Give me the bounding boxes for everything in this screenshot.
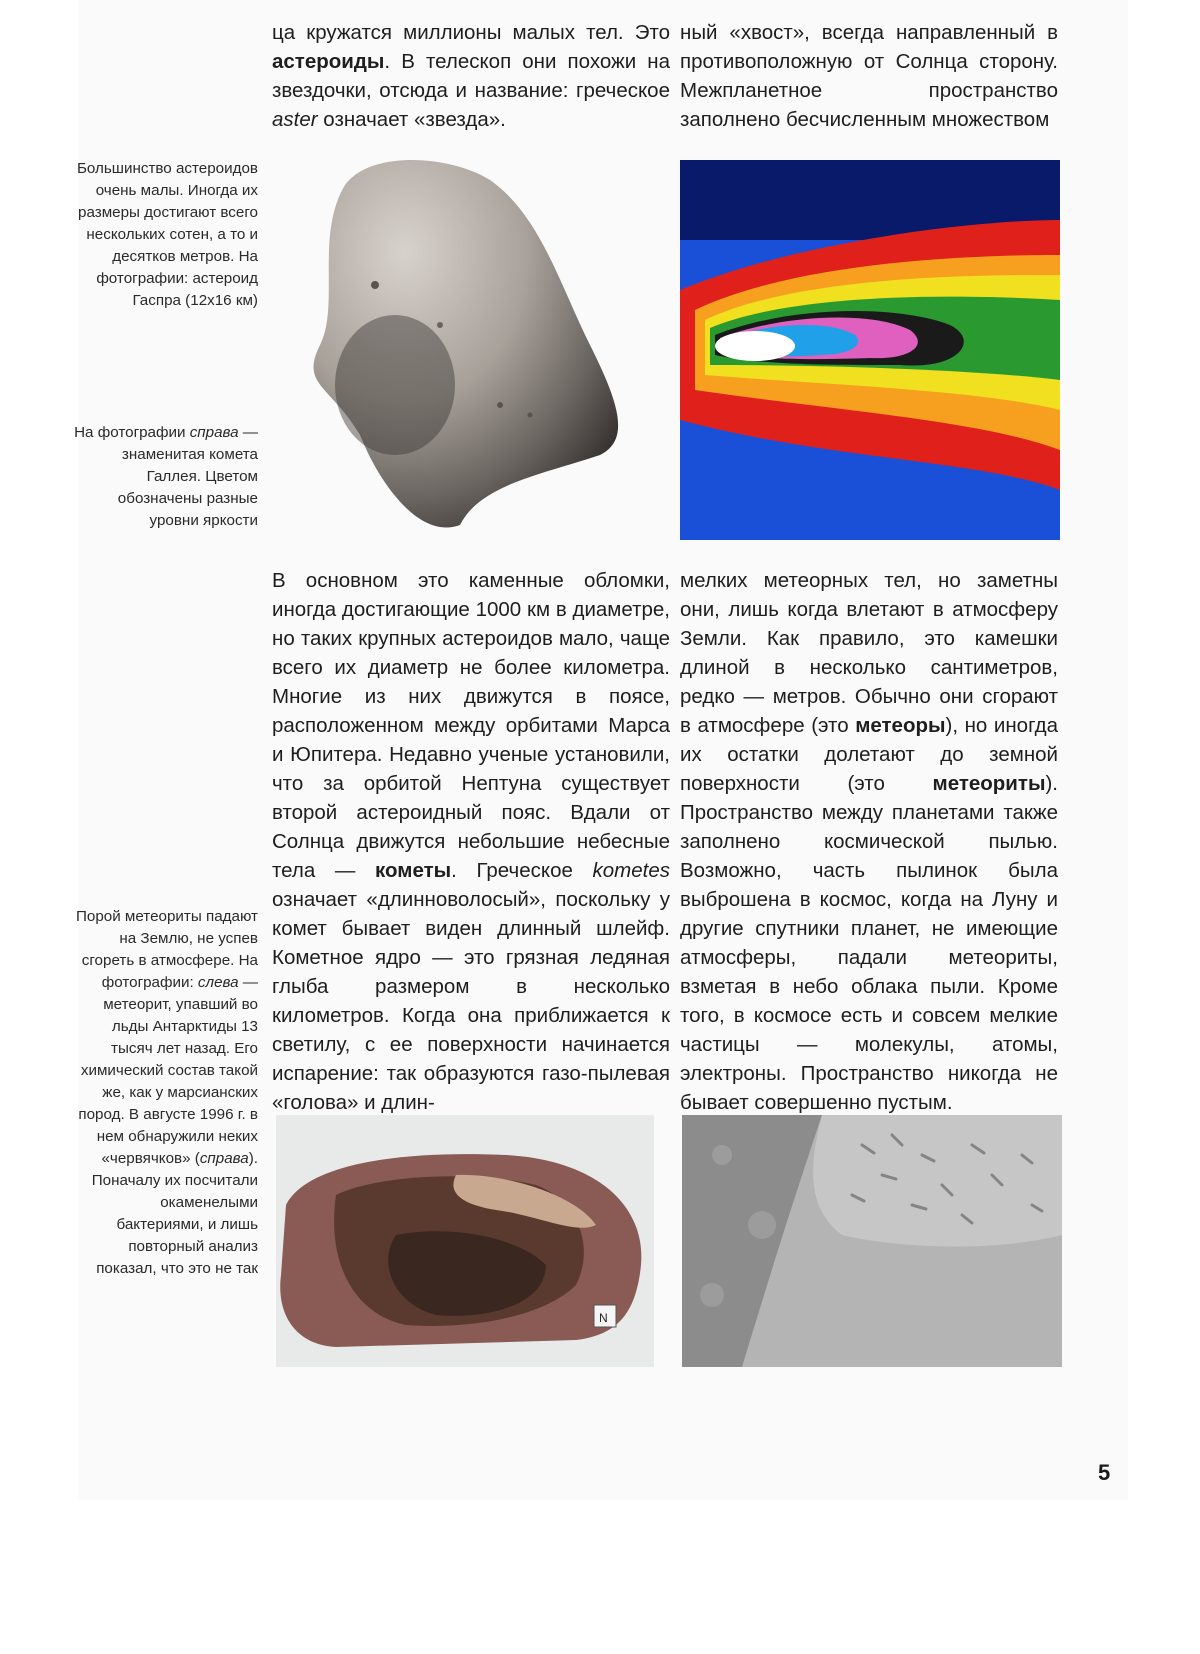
comet-halley-photo bbox=[680, 160, 1060, 540]
paragraph bbox=[680, 566, 1058, 1117]
text-run: На фотографии bbox=[74, 424, 190, 441]
text-run: мелких метеорных тел, но заметны они, лишь когда влетают в атмосферу Земли. Как правило, это камешки длиной в несколько сантиметров, редко — метров. Обычно они сгорают в атмосфере (это bbox=[680, 569, 1058, 737]
text-run: означает «звезда». bbox=[317, 108, 506, 131]
bold-term: метеориты bbox=[932, 772, 1046, 795]
paragraph bbox=[272, 18, 670, 134]
text-run: В основном это каменные обломки, иногда достигающие 1000 км в диаметре, но таких крупных астероидов мало, чаще всего их диаметр не более километра. Многие из них движутся в поясе, расположенном между орбитами Марса и Юпитера. Недавно ученые установили, что за орбитой Нептуна существует второй астероидный пояс. Вдали от Солнца движутся небольшие небесные тела — bbox=[272, 569, 670, 882]
text-run: . В телескоп они похожи на звездочки, отсюда и название: греческое bbox=[272, 50, 670, 102]
text-run: — метеорит, упавший во льды Антарктиды 13 тысяч лет назад. Его химический состав такой же, как у марсианских пород. В августе 1996 г. в нем обнаружили неких «червячков» ( bbox=[78, 974, 258, 1167]
text-run: ца кружатся миллионы малых тел. Это bbox=[272, 21, 670, 44]
caption-meteorite bbox=[73, 906, 258, 1280]
text-run: ный «хвост», всегда направленный в противоположную от Солнца сторону. Межпланетное пространство заполнено бесчисленным множеством bbox=[680, 21, 1058, 131]
italic-term: слева bbox=[197, 974, 239, 991]
text-run: — знаменитая комета Галлея. Цветом обозначены разные уровни яркости bbox=[117, 424, 258, 529]
bold-term: кометы bbox=[375, 859, 452, 882]
body-text-col2-top bbox=[680, 18, 1058, 134]
page-number: 5 bbox=[1098, 1460, 1111, 1485]
micrograph-worms-photo bbox=[682, 1115, 1062, 1367]
cube-label: N bbox=[599, 1311, 608, 1325]
asteroid-gaspra-photo bbox=[300, 155, 630, 540]
italic-term: kometes bbox=[592, 859, 670, 882]
text-run: Порой метеориты падают на Землю, не успев сгореть в атмосфере. На фотографии: bbox=[75, 908, 258, 991]
italic-term: aster bbox=[272, 108, 318, 131]
bold-term: астероиды bbox=[272, 50, 385, 73]
caption-asteroid: Большинство астероидов очень малы. Иногда их размеры достигают всего нескольких сотен, а то и десятков метров. На фотографии: астероид Гаспра (12х16 км) bbox=[76, 160, 258, 309]
italic-term: справа bbox=[189, 424, 239, 441]
text-run: ), но иногда их остатки долетают до земной поверхности (это bbox=[680, 714, 1059, 795]
text-run: ). Поначалу их посчитали окаменелыми бактериями, и лишь повторный анализ показал, что это не так bbox=[91, 1150, 258, 1277]
caption-comet bbox=[73, 422, 258, 532]
body-text-col2-mid bbox=[680, 566, 1058, 1117]
text-run: ). Пространство между планетами также заполнено космической пылью. Возможно, часть пылинок была выброшена в космос, когда на Луну и другие спутники планет, не имеющие атмосферы, падали метеориты, взметая в небо облака пыли. Кроме того, в космосе есть и совсем мелкие частицы — молекулы, атомы, электроны. Пространство никогда не бывает совершенно пустым. bbox=[680, 772, 1058, 1114]
bold-term: метеоры bbox=[855, 714, 946, 737]
paragraph bbox=[272, 566, 670, 1117]
text-run: означает «длинноволосый», поскольку у комет бывает виден длинный шлейф. Кометное ядро — это грязная ледяная глыба размером в несколько километров. Когда она приближается к светилу, с ее поверхности начинается испарение: так образуются газо-пылевая «голова» и длин- bbox=[272, 888, 670, 1114]
body-text-col1-mid bbox=[272, 566, 670, 1117]
paragraph bbox=[680, 18, 1058, 134]
meteorite-photo bbox=[276, 1115, 654, 1367]
body-text-col1-top bbox=[272, 18, 670, 134]
italic-term: справа bbox=[199, 1150, 249, 1167]
text-run: . Греческое bbox=[451, 859, 593, 882]
